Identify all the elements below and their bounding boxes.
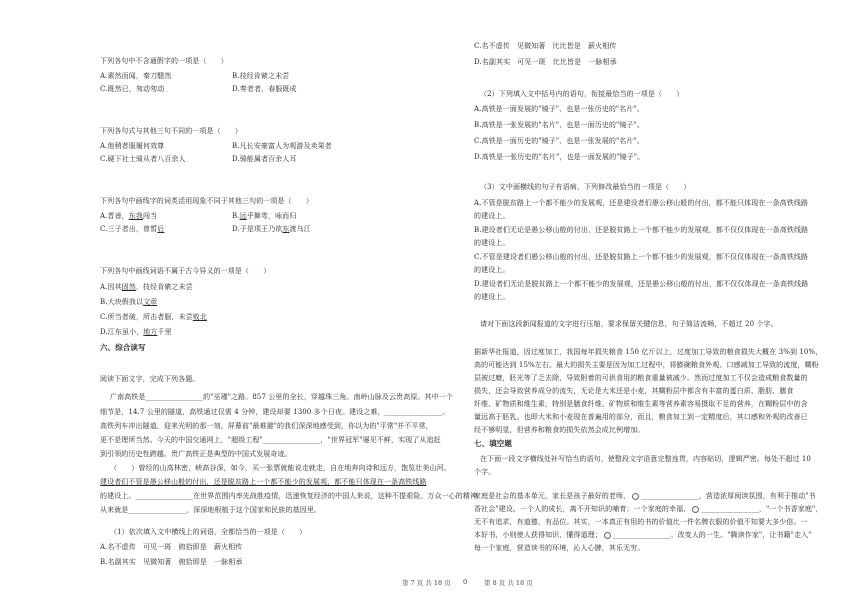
option-d: D.名副其实 可见一斑 比比皆是 一脉相承 [474, 58, 617, 66]
option-d: D.高铁是一张历史的"名片"，也是一面发展的"镜子"。 [474, 153, 645, 161]
fill-line: 香社会"建设。一个人的成长，离不开知识的哺育；一个家庭的幸福， ________________，"一个书香家庭"， [474, 505, 823, 513]
blank-1-icon [632, 493, 639, 500]
option-a: A.名不虚传 可见一斑 俯拾即是 薪火相传 [100, 543, 243, 551]
option-a: A.素然而闻，秦刀騞然 [100, 72, 172, 80]
option-c: C.三子者出，曾皙后 [100, 225, 165, 233]
option-c: C.名不虚传 见微知著 比比皆是 薪火相传 [474, 42, 617, 50]
option-a: A.因其固然，技经肯綮之未尝 [100, 283, 193, 291]
fill-stem-cont: 个字。 [474, 468, 496, 476]
option-b: B.凡长安豪富人为观游及卖果者 [232, 142, 332, 150]
option-b: B.建设者们无论是愚公移山般的付出，还是脱贫路上一个都不能少的发展观，都不仅仅体现在一条高铁线路 [474, 226, 809, 234]
option-c: C.高铁是一面历史的"镜子"，也是一张发展的"名片"。 [474, 137, 644, 145]
passage-line: 高铁列车冲出隧道，迎来光明的那一刻，屏幕前"最难避"的我们深深地感受到，你以为的"平常"并不平常， [100, 422, 433, 430]
read-intro: 阅读下面文字，完成下列各题。 [100, 375, 200, 383]
passage-line: 从来就是________________，深深地根植于这个国家和民族的基因里。 [100, 506, 321, 514]
fill-line: 本好书，小则使人获得知识，懂得道理； ________________。改变人的一生。"腾读作家"，让书籍"走入" [474, 531, 812, 539]
news-line: 高的可能达到 15%左右。最大的损失主要是因为加工过程中，将膨碗粮食外观、口感减加工导致的流度，糊粉 [474, 361, 819, 369]
news-line: 据新华社报道，因过度加工，我国每年损失粮食 150 亿斤以上，过度加工导致的粮食损失大概在 3%到 10%， [474, 348, 823, 356]
option-a-cont: 的建设上。 [474, 212, 510, 220]
option-b-cont: 的建设上。 [474, 239, 510, 247]
compress-stem: 请对下面这段新闻报道的文字进行压缩，要求保留关键信息，句子简洁流畅，不超过 20 个字。 [480, 320, 778, 328]
passage-line: 的建设上。________________在世界范围内率先战胜疫情，迅速恢复经济的中国人来说，这种不提艰险、万众一心的精神 [100, 492, 478, 500]
section-heading: 七、填空题 [474, 439, 512, 448]
option-d: D.于是项王乃欲东渡乌江 [232, 225, 311, 233]
news-line: 经不够明显，但营养和粮食的损失依然会成比例增加。 [474, 426, 645, 434]
option-a: A.晋善，东我闯当 [100, 212, 158, 220]
passage-line: 细节是，14.7 公里的隧道，高铁通过仅需 4 分钟，建设却要 1300 多个日夜。建设之难，________________。 [100, 408, 450, 416]
news-line: 层被过磨，胚光等了乏去除，导致附着的可供食用的粮食重量被减少。然而过度加工不仅会造成粮食数量的 [474, 374, 808, 382]
option-b: B.技经肯綮之未尝 [232, 72, 290, 80]
question-stem: （1）依次填入文中横线上的词语，全都恰当的一项是（ ） [110, 528, 307, 536]
news-line: 量远高于胚乳。也即大米和小麦现在普遍用的部分，而且，粮食加工到一定精度后，其口感和外观的改善已 [474, 413, 808, 421]
option-a: A.他稍者服履何效尊 [100, 142, 165, 150]
option-d: D.骑能属者百余人耳 [232, 155, 297, 163]
option-a: A.高铁是一面发展的"镜子"，也是一张历史的"名片"。 [474, 105, 644, 113]
page-footer: 第 8 页 共 18 页 [484, 579, 533, 587]
passage-line: 广南高铁是________________的"巫瑾"之路。857 公里的全长，穿越珠三角、南岭山脉及云贵高原。其中一个 [110, 393, 453, 401]
section-heading: 六、综合读写 [100, 343, 146, 352]
option-c: C.所当者破，所击者服，未尝败北 [100, 313, 207, 321]
option-d: D.江东虽小，地方千里 [100, 328, 172, 336]
question-stem: 下列各句式与其他三句不同的一项是（ ） [100, 127, 242, 135]
page-separator-mark: 0 [463, 578, 468, 586]
option-c: C.既然已，匆动匆动 [100, 85, 165, 93]
question-stem: （3）文中画横线的句子有语病，下列修改最恰当的一项是（ ） [480, 183, 691, 191]
page-footer: 第 7 页 共 18 页 [402, 579, 451, 587]
option-b: B.名副其实 见微知著 俯拾即是 一脉相承 [100, 558, 243, 566]
option-d-cont: 的建设上。 [474, 293, 510, 301]
option-c-cont: 的建设上。 [474, 266, 510, 274]
question-stem: （2）下列填入文中括号内的语句，衔接最恰当的一项是（ ） [480, 90, 684, 98]
option-a: A.不管是脱贫路上一个都不能少的发展观，还是建设者们愚公移山般的付出，都不能只体现在一条高铁线路 [474, 199, 809, 207]
fill-line: 家庭是社会的基本单元，家长是孩子最好的老师， ________________，营造浓厚阅读氛围，有利于推动"书 [474, 492, 816, 500]
passage-line: （ ）曾经的山高林密，峡高谷深，如今，买一张票就能说走就走，自在地奔向诗和远方，饱览壮美山河。 [110, 464, 451, 472]
option-d: D.奏者者，春服既成 [232, 85, 297, 93]
passage-line: 更不是理所当然。今天的中国交通网上，"超级工程"________________，"世界冠军"屡见不鲜，实现了从追赶 [100, 436, 441, 444]
passage-line: 到引领的历史性跨越。贵广高铁正是典型的中国式发展奇迹。 [100, 450, 292, 458]
option-b: B.高铁是一张发展的"名片"，也是一面历史的"镜子"。 [474, 121, 644, 129]
news-line: 纤维、矿物质和维生素，特别是膳食纤维、矿物质和维生素等营养素容易摄取不足的营养，在糊粉层中的含 [474, 400, 808, 408]
fill-stem: 在下面一段文字横线处补写恰当的语句，使整段文字语意完整连贯，内容贴切，逻辑严密。每处不超过 10 [480, 455, 811, 463]
option-c: C.不管是建设者们愚公移山般的付出，还是脱贫路上一个都不能少的发展观，都不仅仅体现在一条高铁线路 [474, 253, 809, 261]
question-stem: 下列各句中不含通假字的一项是（ ） [100, 57, 228, 65]
option-c: C.硬下社士骑从者八百余人 [100, 155, 186, 163]
blank-3-icon [604, 532, 611, 539]
news-line: 损失，还会导致营养成分的流失，无论是大米还是小麦，其糊粉层中都含有丰富的蛋白质、脂肪、膳食 [474, 387, 794, 395]
fill-line: 每一个家庭，营造读书的环境，沁人心脾，其乐无穷。 [474, 544, 645, 552]
question-stem: 下列各句中画线字的词类活用现象不同于其他三句的一项是（ ） [100, 197, 313, 205]
option-d: D.建设者们无论是脱贫路上一个都不能少的发展观，还是愚公移山般的付出，都不仅仅体现在一条高铁线路 [474, 280, 809, 288]
option-b: B.大块假我以文章 [100, 298, 158, 306]
option-b: B.远乎舞雩，咏而归 [232, 212, 297, 220]
fill-line: 无不有追求，有道德，有品位。其实，一本真正有用的书的价值比一件名牌衣服的价值不知要大多少倍。一 [474, 518, 808, 526]
question-stem: 下列各句中画线词语不属于古今异义的一项是（ ） [100, 267, 271, 275]
passage-line-underlined: 建设者们不管是愚公移山般的付出，还是脱贫路上一个都不能少的发展观，都不能只体现在一条高铁线路 [100, 478, 427, 486]
blank-2-icon [692, 506, 699, 513]
